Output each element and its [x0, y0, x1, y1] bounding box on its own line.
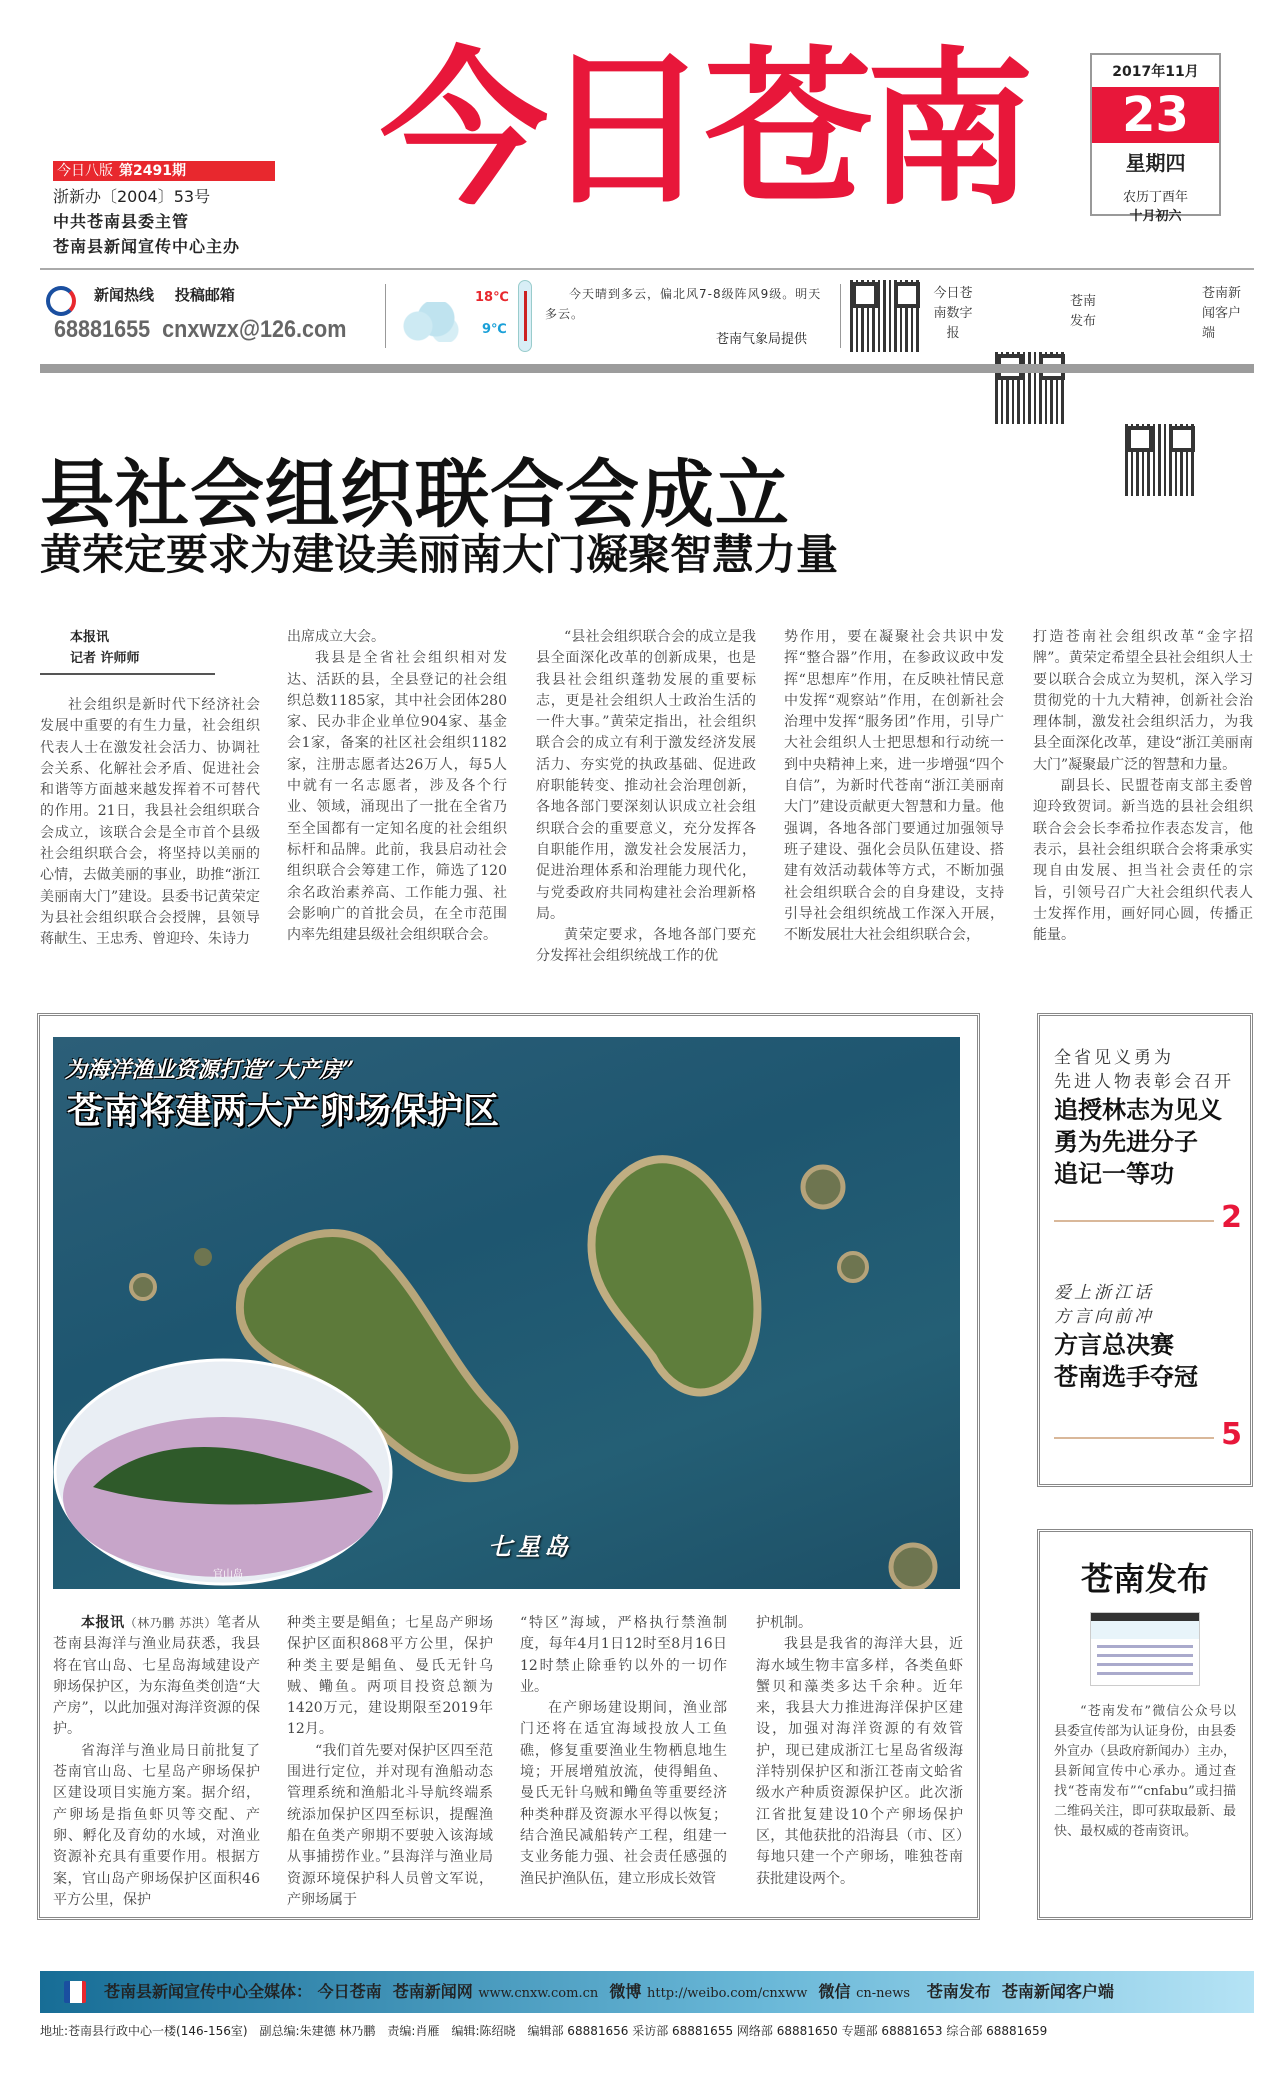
teaser-kicker [1054, 1046, 1244, 1094]
byline [40, 627, 215, 675]
wechat-id: cn-news [856, 1986, 911, 2001]
edition-pages: 今日八版 [57, 163, 113, 179]
paragraph: 社会组织是新时代下经济社会发展中重要的有生力量，社会组织代表人士在激发社会活力、协调社会关系、化解社会矛盾、促进社会和谐等方面越来越发挥着不可替代的作用。21日，我县社会组织联合会成立，该联合会是全市首个县级社会组织联合会，将坚持以美丽的心情，去做美丽的事业，助推“浙江美丽南大门”建设。县委书记黄荣定为县社会组织联合会授牌，县领导蒋献生、王忠秀、曾迎玲、朱诗力 [40, 697, 260, 948]
media-label: 苍南县新闻宣传中心全媒体： [104, 1982, 313, 2001]
feature-photo [53, 1037, 960, 1589]
lead-column-1 [40, 627, 260, 951]
hotline-label: 新闻热线 [94, 286, 155, 304]
date-year-month: 2017年11月 [1112, 64, 1199, 80]
paragraph [53, 1613, 260, 1741]
masthead-title: 今日苍南 [380, 32, 1028, 228]
weibo-link[interactable]: http://weibo.com/cnxww [646, 1986, 808, 2001]
paragraph: 我县是我省的海洋大县，近海水域生物丰富多样，各类鱼虾蟹贝和藻类多达千余种。近年来，我县大力推进海洋保护区建设，加强对海洋资源的有效管护，现已建成浙江七星岛省级海洋特别保护区和浙江苍南文蛤省级水产种质资源保护区。此次浙江省批复建设10个产卵场保护区，其他获批的沿海县（市、区）每地只建一个产卵场，唯独苍南获批建设两个。 [756, 1636, 963, 1887]
media-item: 苍南发布 [926, 1982, 991, 2001]
media-item: 今日苍南 [317, 1982, 382, 2001]
publisher-info [53, 184, 240, 259]
temp-low: 9℃ [482, 322, 507, 337]
paragraph: “特区”海域，严格执行禁渔制度，每年4月1日12时至8月16日12时禁止除垂钓以外的一切作业。 [520, 1615, 727, 1695]
paragraph: 出席成立大会。 [287, 629, 385, 645]
feature-column-1 [53, 1613, 260, 1911]
teaser-kicker-line: 爱上浙江话 [1054, 1283, 1154, 1303]
divider [1054, 1220, 1214, 1222]
teaser-page-5[interactable] [1054, 1281, 1244, 1455]
feature-kicker: 为海洋渔业资源打造“大产房” [65, 1057, 355, 1083]
byline-source: 本报讯 [81, 1615, 125, 1631]
byline-source: 本报讯 [70, 630, 110, 645]
logo-icon [64, 1981, 86, 2003]
qr-code-digital-paper[interactable] [850, 280, 922, 352]
teaser-title-line: 追记一等功 [1054, 1160, 1174, 1188]
feature-column-3 [520, 1613, 727, 1890]
date-box [1090, 53, 1221, 224]
app-screenshot-image [1090, 1612, 1200, 1686]
media-item: 微博 [609, 1982, 642, 2001]
teaser-title-line: 勇为先进分子 [1054, 1128, 1198, 1156]
email-label: 投稿邮箱 [174, 286, 235, 304]
teaser-title-line: 追授林志为见义 [1054, 1096, 1222, 1124]
promo-text: “苍南发布”微信公众号以县委宣传部为认证身份，由县委外宣办（县政府新闻办）主办，县新闻宣传中心承办。通过查找“苍南发布”“cnfabu”或扫描二维码关注，即可获取最新、最快、最权威的苍南资讯。 [1054, 1704, 1237, 1839]
lead-column-2 [287, 627, 507, 946]
teaser-kicker-line: 先进人物表彰会召开 [1054, 1072, 1234, 1092]
feature-column-4 [756, 1613, 963, 1890]
photo-label-qixing-island: 七星岛 [488, 1532, 572, 1561]
qr-label: 苍南发布 [1070, 294, 1097, 329]
teaser-title-line: 苍南选手夺冠 [1054, 1363, 1198, 1391]
promo-box [1037, 1529, 1253, 1920]
promo-title: 苍南发布 [1080, 1560, 1209, 1598]
paragraph: 种类主要是鲳鱼；七星岛产卵场保护区面积868平方公里，保护种类主要是鲳鱼、曼氏无针乌贼、鳓鱼。两项目投资总额为1420万元，建设期限至2019年12月。 [287, 1615, 493, 1738]
temp-high: 18℃ [475, 290, 509, 305]
cloud-icon [400, 302, 460, 342]
teaser-box [1037, 1013, 1253, 1487]
paragraph: 副县长、民盟苍南支部主委曾迎玲致贺词。新当选的县社会组织联合会会长李希拉作表态发言，他表示，县社会组织联合会将秉承实现自由发展、担当社会责任的宗旨，引领号召广大社会组织代表人士发挥作用，画好同心圆，传播正能量。 [1033, 778, 1253, 944]
divider [1054, 1437, 1214, 1439]
qr-label: 苍南新闻客户端 [1202, 286, 1242, 341]
hotline-number: 68881655 [54, 316, 151, 343]
teaser-title [1054, 1094, 1244, 1190]
email-address: cnxwzx@126.com [162, 316, 347, 343]
sponsor: 苍南县新闻宣传中心主办 [53, 237, 241, 256]
qr-label: 今日苍南数字报 [933, 286, 973, 341]
teaser-kicker [1054, 1281, 1244, 1329]
separator [840, 284, 841, 348]
paragraph: 黄荣定要求，各地各部门要充分发挥社会组织统战工作的优 [536, 927, 756, 965]
license-number: 浙新办〔2004〕53号 [53, 187, 211, 206]
paragraph: 在产卵场建设期间，渔业部门还将在适宜海域投放人工鱼礁，修复重要渔业生物栖息地生境；开展增殖放流，使得鲳鱼、曼氏无针乌贼和鳓鱼等重要经济种类种群及资源水平得以恢复；结合渔民减船转产工程，组建一支业务能力强、社会责任感强的渔民护渔队伍，建立形成长效管 [520, 1700, 727, 1887]
paragraph: “我们首先要对保护区四至范围进行定位，并对现有渔船动态管理系统和渔船北斗导航终端系统添加保护区四至标识，提醒渔船在鱼类产卵期不要驶入该海域从事捕捞作业。”县海洋与渔业局资源环境保护科人员曾文军说，产卵场属于 [287, 1742, 493, 1908]
qr-code-news-app[interactable] [1125, 424, 1197, 496]
page-number: 5 [1221, 1417, 1242, 1452]
paragraph: 我县是全省社会组织相对发达、活跃的县，全县登记的社会组织总数1185家，其中社会团体280家、民办非企业单位904家、基金会1家，备案的社区社会组织1182家，注册志愿者达26万人，每5人中就有一名志愿者，涉及各个行业、领域，涌现出了一批在全省乃至全国都有一定知名度的社会组织标杆和品牌。此前，我县启动社会组织联合会筹建工作，筛选了120余名政治素养高、工作能力强、社会影响广的首批会员，在全市范围内率先组建县级社会组织联合会。 [287, 650, 507, 944]
feature-column-2 [287, 1613, 493, 1911]
teaser-kicker-line: 方言向前冲 [1054, 1307, 1154, 1327]
lead-subheadline: 黄荣定要求为建设美丽南大门凝聚智慧力量 [40, 530, 839, 579]
issue-number: 第2491期 [119, 163, 186, 179]
lead-column-5 [1033, 627, 1253, 946]
info-bar [40, 272, 1254, 364]
divider-bar [40, 364, 1254, 373]
weather-source: 苍南气象局提供 [716, 332, 808, 347]
qr-code-cangnan-fabu[interactable] [995, 352, 1067, 424]
supervisor: 中共苍南县委主管 [53, 212, 190, 231]
lead-headline: 县社会组织联合会成立 [40, 452, 790, 538]
feature-headline: 苍南将建两大产卵场保护区 [67, 1091, 500, 1132]
media-footer-bar [40, 1971, 1254, 2013]
byline-authors: （林乃鹏 苏洪） [124, 1616, 217, 1630]
media-item: 苍南新闻客户端 [1001, 1982, 1114, 2001]
logo-icon [46, 286, 76, 316]
photo-label-guanshan-island: 官山岛 [213, 1569, 243, 1580]
lead-column-4 [784, 627, 1004, 946]
separator [385, 284, 386, 348]
contact-line [54, 316, 346, 344]
address-line: 地址:苍南县行政中心一楼(146-156室) 副总编:朱建德 林乃鹏 责编:肖雁 编辑:陈绍晓 编辑部 68881656 采访部 68881655 网络部 68881650 专题部 68881653 综合部 68881659 [40, 2024, 1048, 2038]
page-number: 2 [1221, 1200, 1242, 1235]
lunar-day: 十月初六 [1129, 209, 1182, 224]
date-day: 23 [1092, 87, 1219, 143]
website-link[interactable]: www.cnxw.com.cn [478, 1986, 599, 2001]
byline-reporter: 记者 许师师 [70, 651, 140, 666]
paragraph: 省海洋与渔业局日前批复了苍南官山岛、七星岛产卵场保护区建设项目实施方案。据介绍，产卵场是指鱼虾贝等交配、产卵、孵化及育幼的水域，对渔业资源补充具有重要作用。根据方案，官山岛产卵场保护区面积46平方公里，保护 [53, 1742, 260, 1908]
paragraph-text: 笔者从苍南县海洋与渔业局获悉，我县将在官山岛、七星岛海域建设产卵场保护区，为东海鱼类创造“大产房”，以此加强对海洋资源的保护。 [53, 1615, 260, 1738]
paragraph: 打造苍南社会组织改革“金字招牌”。黄荣定希望全县社会组织人士要以联合会成立为契机，深入学习贯彻党的十九大精神，创新社会治理体制，激发社会组织活力，为我县全面深化改革，建设“浙江美丽南大门”凝聚最广泛的智慧和力量。 [1033, 629, 1253, 773]
lunar-year: 农历丁酉年 [1122, 190, 1188, 205]
media-item: 微信 [818, 1982, 851, 2001]
weather-forecast: 今天晴到多云，偏北风7-8级阵风9级。明天多云。 [545, 287, 822, 321]
paragraph: 势作用，要在凝聚社会共识中发挥“整合器”作用，在参政议政中发挥“思想库”作用，在反映社情民意中发挥“观察站”作用，在创新社会治理中发挥“服务团”作用，引导广大社会组织人士把思想和行动统一到中央精神上来，进一步增强“四个自信”，为新时代苍南“浙江美丽南大门”建设贡献更大智慧和力量。他强调，各地各部门要通过加强领导班子建设、强化会员队伍建设、搭建有效活动载体等方式，不断加强社会组织联合会的自身建设，支持引导社会组织统战工作深入开展，不断发展壮大社会组织联合会， [784, 629, 1004, 944]
teaser-title [1054, 1329, 1244, 1393]
edition-badge [53, 161, 275, 181]
divider [40, 268, 1254, 270]
paragraph: 护机制。 [756, 1615, 812, 1631]
paragraph: “县社会组织联合会的成立是我县全面深化改革的创新成果，也是我县社会组织蓬勃发展的重要标志，更是社会组织人士政治生活的一件大事。”黄荣定指出，社会组织联合会的成立有利于激发经济发展活力、夯实党的执政基础、促进政府职能转变、推动社会治理创新，各地各部门要深刻认识成立社会组织联合会的重要意义，充分发挥各自职能作用，激发社会发展活力，促进治理体系和治理能力现代化，与党委政府共同构建社会治理新格局。 [536, 629, 756, 922]
teaser-page-2[interactable] [1054, 1046, 1244, 1238]
teaser-title-line: 方言总决赛 [1054, 1331, 1174, 1359]
lead-column-3 [536, 627, 756, 968]
date-weekday: 星期四 [1125, 151, 1186, 175]
media-item: 苍南新闻网 [392, 1982, 473, 2001]
teaser-kicker-line: 全省见义勇为 [1054, 1048, 1174, 1068]
thermometer-icon [518, 280, 532, 352]
